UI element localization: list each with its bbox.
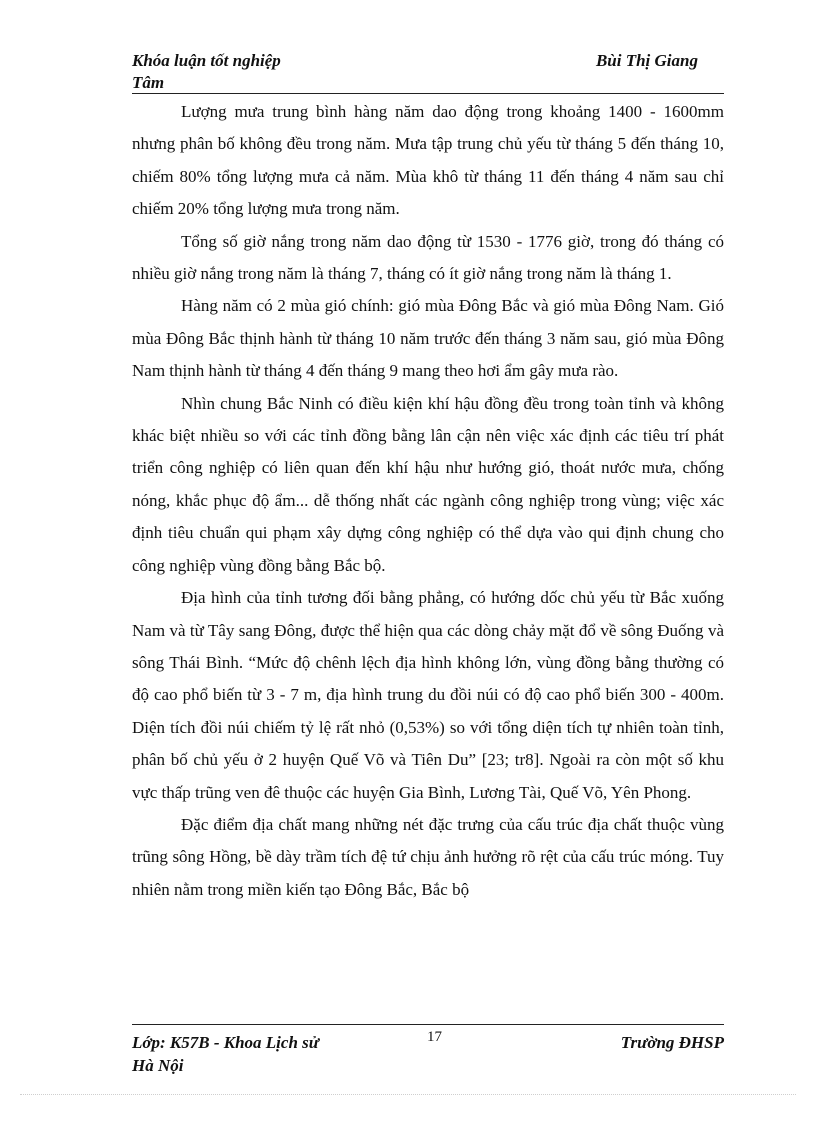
footer-university: Trường ĐHSP [620, 1033, 724, 1052]
page-number: 17 [427, 1029, 442, 1045]
paragraph-climate-summary: Nhìn chung Bắc Ninh có điều kiện khí hậu đồng đều trong toàn tỉnh và không khác biệt nhiều so với các tỉnh đồng bằng lân cận nên việc xác định các tiêu trí phát triển công nghiệp có liên quan đến khí hậu như hướng gió, thoát nước mưa, chống nóng, khắc phục độ ẩm... dễ thống nhất các ngành công nghiệp trong vùng; việc xác định tiêu chuẩn qui phạm xây dựng công nghiệp có thể dựa vào qui định chung cho công nghiệp vùng đồng bằng Bắc bộ. [132, 393, 724, 575]
page-footer [132, 1030, 724, 1080]
paragraph-geology: Đặc điểm địa chất mang những nét đặc trưng của cấu trúc địa chất thuộc vùng trũng sông Hồng, bề dày trầm tích đệ tứ chịu ảnh hưởng rõ rệt của cấu trúc móng. Tuy nhiên nằm trong miền kiến tạo Đông Bắc, Bắc bộ [132, 814, 724, 899]
page-header [132, 50, 724, 92]
paragraph-sunshine: Tổng số giờ nắng trong năm dao động từ 1530 - 1776 giờ, trong đó tháng có nhiều giờ nắng trong năm là tháng 7, tháng có ít giờ nắng trong năm là tháng 1. [132, 231, 724, 284]
header-author-name: Bùi Thị Giang [595, 51, 698, 70]
paragraph-monsoon: Hàng năm có 2 mùa gió chính: gió mùa Đông Bắc và gió mùa Đông Nam. Gió mùa Đông Bắc thịnh hành từ tháng 10 năm trước đến tháng 3 năm sau, gió mùa Đông Nam thịnh hành từ tháng 4 đến tháng 9 mang theo hơi ẩm gây mưa rào. [132, 296, 724, 381]
footer-class-info: Lớp: K57B - Khoa Lịch sử [132, 1033, 319, 1052]
page-edge-divider [20, 1094, 796, 1095]
header-rule [132, 93, 724, 94]
paragraph-terrain: Địa hình của tỉnh tương đối bằng phẳng, có hướng dốc chủ yếu từ Bắc xuống Nam và từ Tây sang Đông, được thể hiện qua các dòng chảy mặt đổ về sông Đuống và sông Thái Bình. “Mức độ chênh lệch địa hình không lớn, vùng đồng bằng thường có độ cao phổ biến từ 3 - 7 m, địa hình trung du đồi núi có độ cao phổ biến 300 - 400m. Diện tích đồi núi chiếm tỷ lệ rất nhỏ (0,53%) so với tổng diện tích tự nhiên toàn tỉnh, phân bố chủ yếu ở 2 huyện Quế Võ và Tiên Du” [23; tr8]. Ngoài ra còn một số khu vực thấp trũng ven đê thuộc các huyện Gia Bình, Lương Tài, Quế Võ, Yên Phong. [132, 588, 724, 802]
footer-rule [132, 1024, 724, 1025]
footer-class-info-continued: Hà Nội [132, 1056, 184, 1075]
header-thesis-title-continued: Tâm [132, 73, 165, 92]
paragraph-rainfall: Lượng mưa trung bình hàng năm dao động trong khoảng 1400 - 1600mm nhưng phân bố không đều trong năm. Mưa tập trung chủ yếu từ tháng 5 đến tháng 10, chiếm 80% tổng lượng mưa cả năm. Mùa khô từ tháng 11 đến tháng 4 năm sau chỉ chiếm 20% tổng lượng mưa trong năm. [132, 102, 724, 219]
header-thesis-title: Khóa luận tốt nghiệp [132, 51, 281, 70]
document-body [132, 96, 724, 906]
